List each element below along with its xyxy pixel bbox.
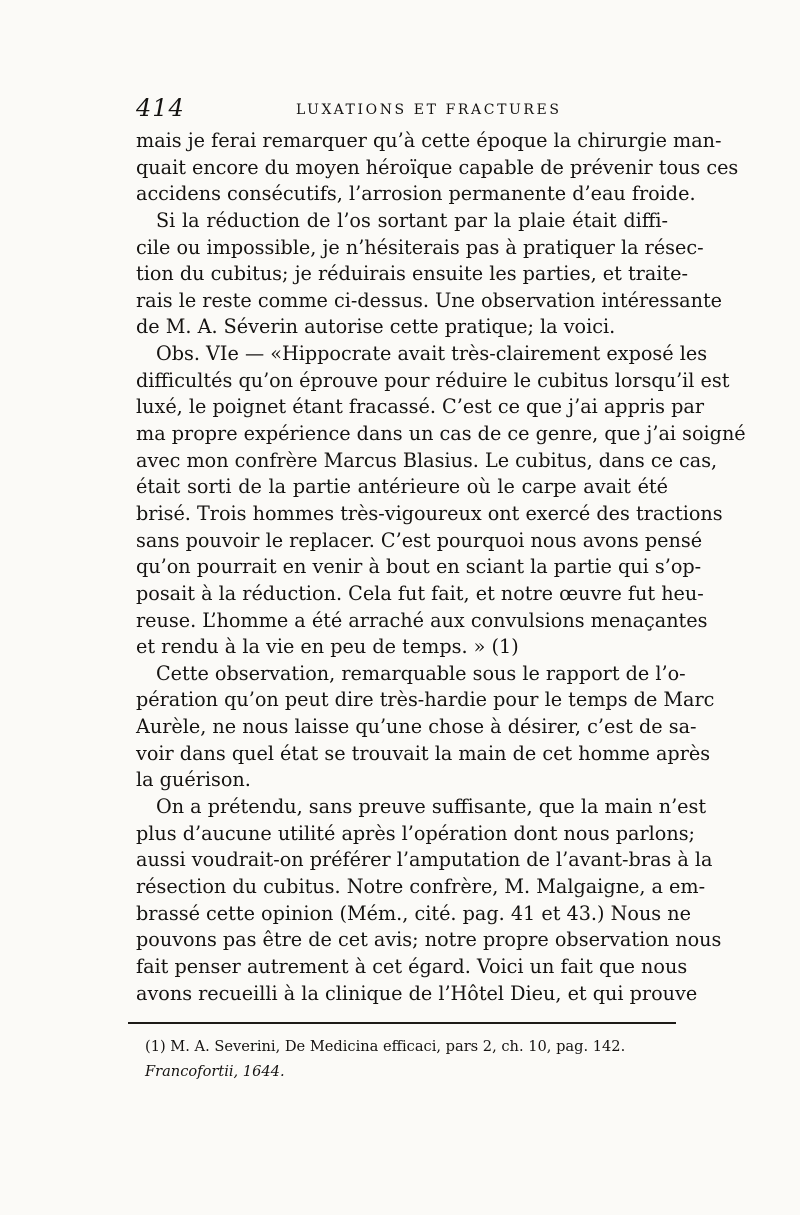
- text-line-06: tion du cubitus; je réduirais ensuite les parties, et traite-: [136, 262, 688, 286]
- running-title: LUXATIONS ET FRACTURES: [296, 102, 562, 118]
- text-line-13: avec mon confrère Marcus Blasius. Le cubitus, dans ce cas,: [136, 448, 718, 472]
- text-line-20: et rendu à la vie en peu de temps. » (1): [136, 635, 519, 659]
- footnote-line-1: (1) M. A. Severini, De Medicina efficaci, pars 2, ch. 10, pag. 142.: [145, 1038, 626, 1055]
- text-line-05: cile ou impossible, je n’hésiterais pas à pratiquer la résec-: [136, 235, 704, 259]
- text-line-30: brassé cette opinion (Mém., cité. pag. 41 et 43.) Nous ne: [136, 901, 691, 925]
- footnotes: [145, 1034, 675, 1084]
- text-line-10: difficultés qu’on éprouve pour réduire le cubitus lorsqu’il est: [136, 368, 730, 392]
- page-header: [136, 94, 666, 126]
- text-line-14: était sorti de la partie antérieure où le carpe avait été: [136, 475, 668, 499]
- text-line-09: Obs. VIe — «Hippocrate avait très-clairement exposé les: [156, 342, 708, 366]
- text-line-03: accidens consécutifs, l’arrosion permanente d’eau froide.: [136, 182, 696, 206]
- text-line-32: fait penser autrement à cet égard. Voici un fait que nous: [136, 954, 688, 978]
- text-line-15: brisé. Trois hommes très-vigoureux ont exercé des tractions: [136, 501, 723, 525]
- text-line-11: luxé, le poignet étant fracassé. C’est ce que j’ai appris par: [136, 395, 705, 419]
- text-line-26: On a prétendu, sans preuve suffisante, que la main n’est: [156, 795, 707, 819]
- text-line-17: qu’on pourrait en venir à bout en sciant la partie qui s’op-: [136, 555, 702, 579]
- text-line-04: Si la réduction de l’os sortant par la plaie était diffi-: [156, 208, 668, 232]
- footnote-divider: [128, 1022, 676, 1024]
- text-line-12: ma propre expérience dans un cas de ce genre, que j’ai soigné: [136, 422, 746, 446]
- text-line-27: plus d’aucune utilité après l’opération dont nous parlons;: [136, 821, 696, 845]
- text-line-21: Cette observation, remarquable sous le rapport de l’o-: [156, 661, 686, 685]
- text-line-02: quait encore du moyen héroïque capable de prévenir tous ces: [136, 155, 739, 179]
- text-line-19: reuse. L’homme a été arraché aux convulsions menaçantes: [136, 608, 708, 632]
- text-line-23: Aurèle, ne nous laisse qu’une chose à désirer, c’est de sa-: [136, 715, 697, 739]
- text-line-25: la guérison.: [136, 768, 251, 792]
- text-line-29: résection du cubitus. Notre confrère, M. Malgaigne, a em-: [136, 874, 706, 898]
- text-line-24: voir dans quel état se trouvait la main de cet homme après: [136, 741, 711, 765]
- text-line-07: rais le reste comme ci-dessus. Une observation intéressante: [136, 288, 723, 312]
- page-number: 414: [136, 94, 185, 122]
- text-line-18: posait à la réduction. Cela fut fait, et notre œuvre fut heu-: [136, 581, 704, 605]
- main-text-block: [136, 128, 746, 1007]
- text-line-16: sans pouvoir le replacer. C’est pourquoi nous avons pensé: [136, 528, 703, 552]
- footnote-line-2: Francofortii, 1644.: [145, 1063, 285, 1080]
- text-line-08: de M. A. Séverin autorise cette pratique; la voici.: [136, 315, 616, 339]
- text-line-22: pération qu’on peut dire très-hardie pour le temps de Marc: [136, 688, 715, 712]
- text-line-28: aussi voudrait-on préférer l’amputation de l’avant-bras à la: [136, 848, 713, 872]
- text-line-01: mais je ferai remarquer qu’à cette époque la chirurgie man-: [136, 129, 722, 152]
- text-line-31: pouvons pas être de cet avis; notre propre observation nous: [136, 928, 722, 952]
- text-line-33: avons recueilli à la clinique de l’Hôtel Dieu, et qui prouve: [136, 981, 698, 1005]
